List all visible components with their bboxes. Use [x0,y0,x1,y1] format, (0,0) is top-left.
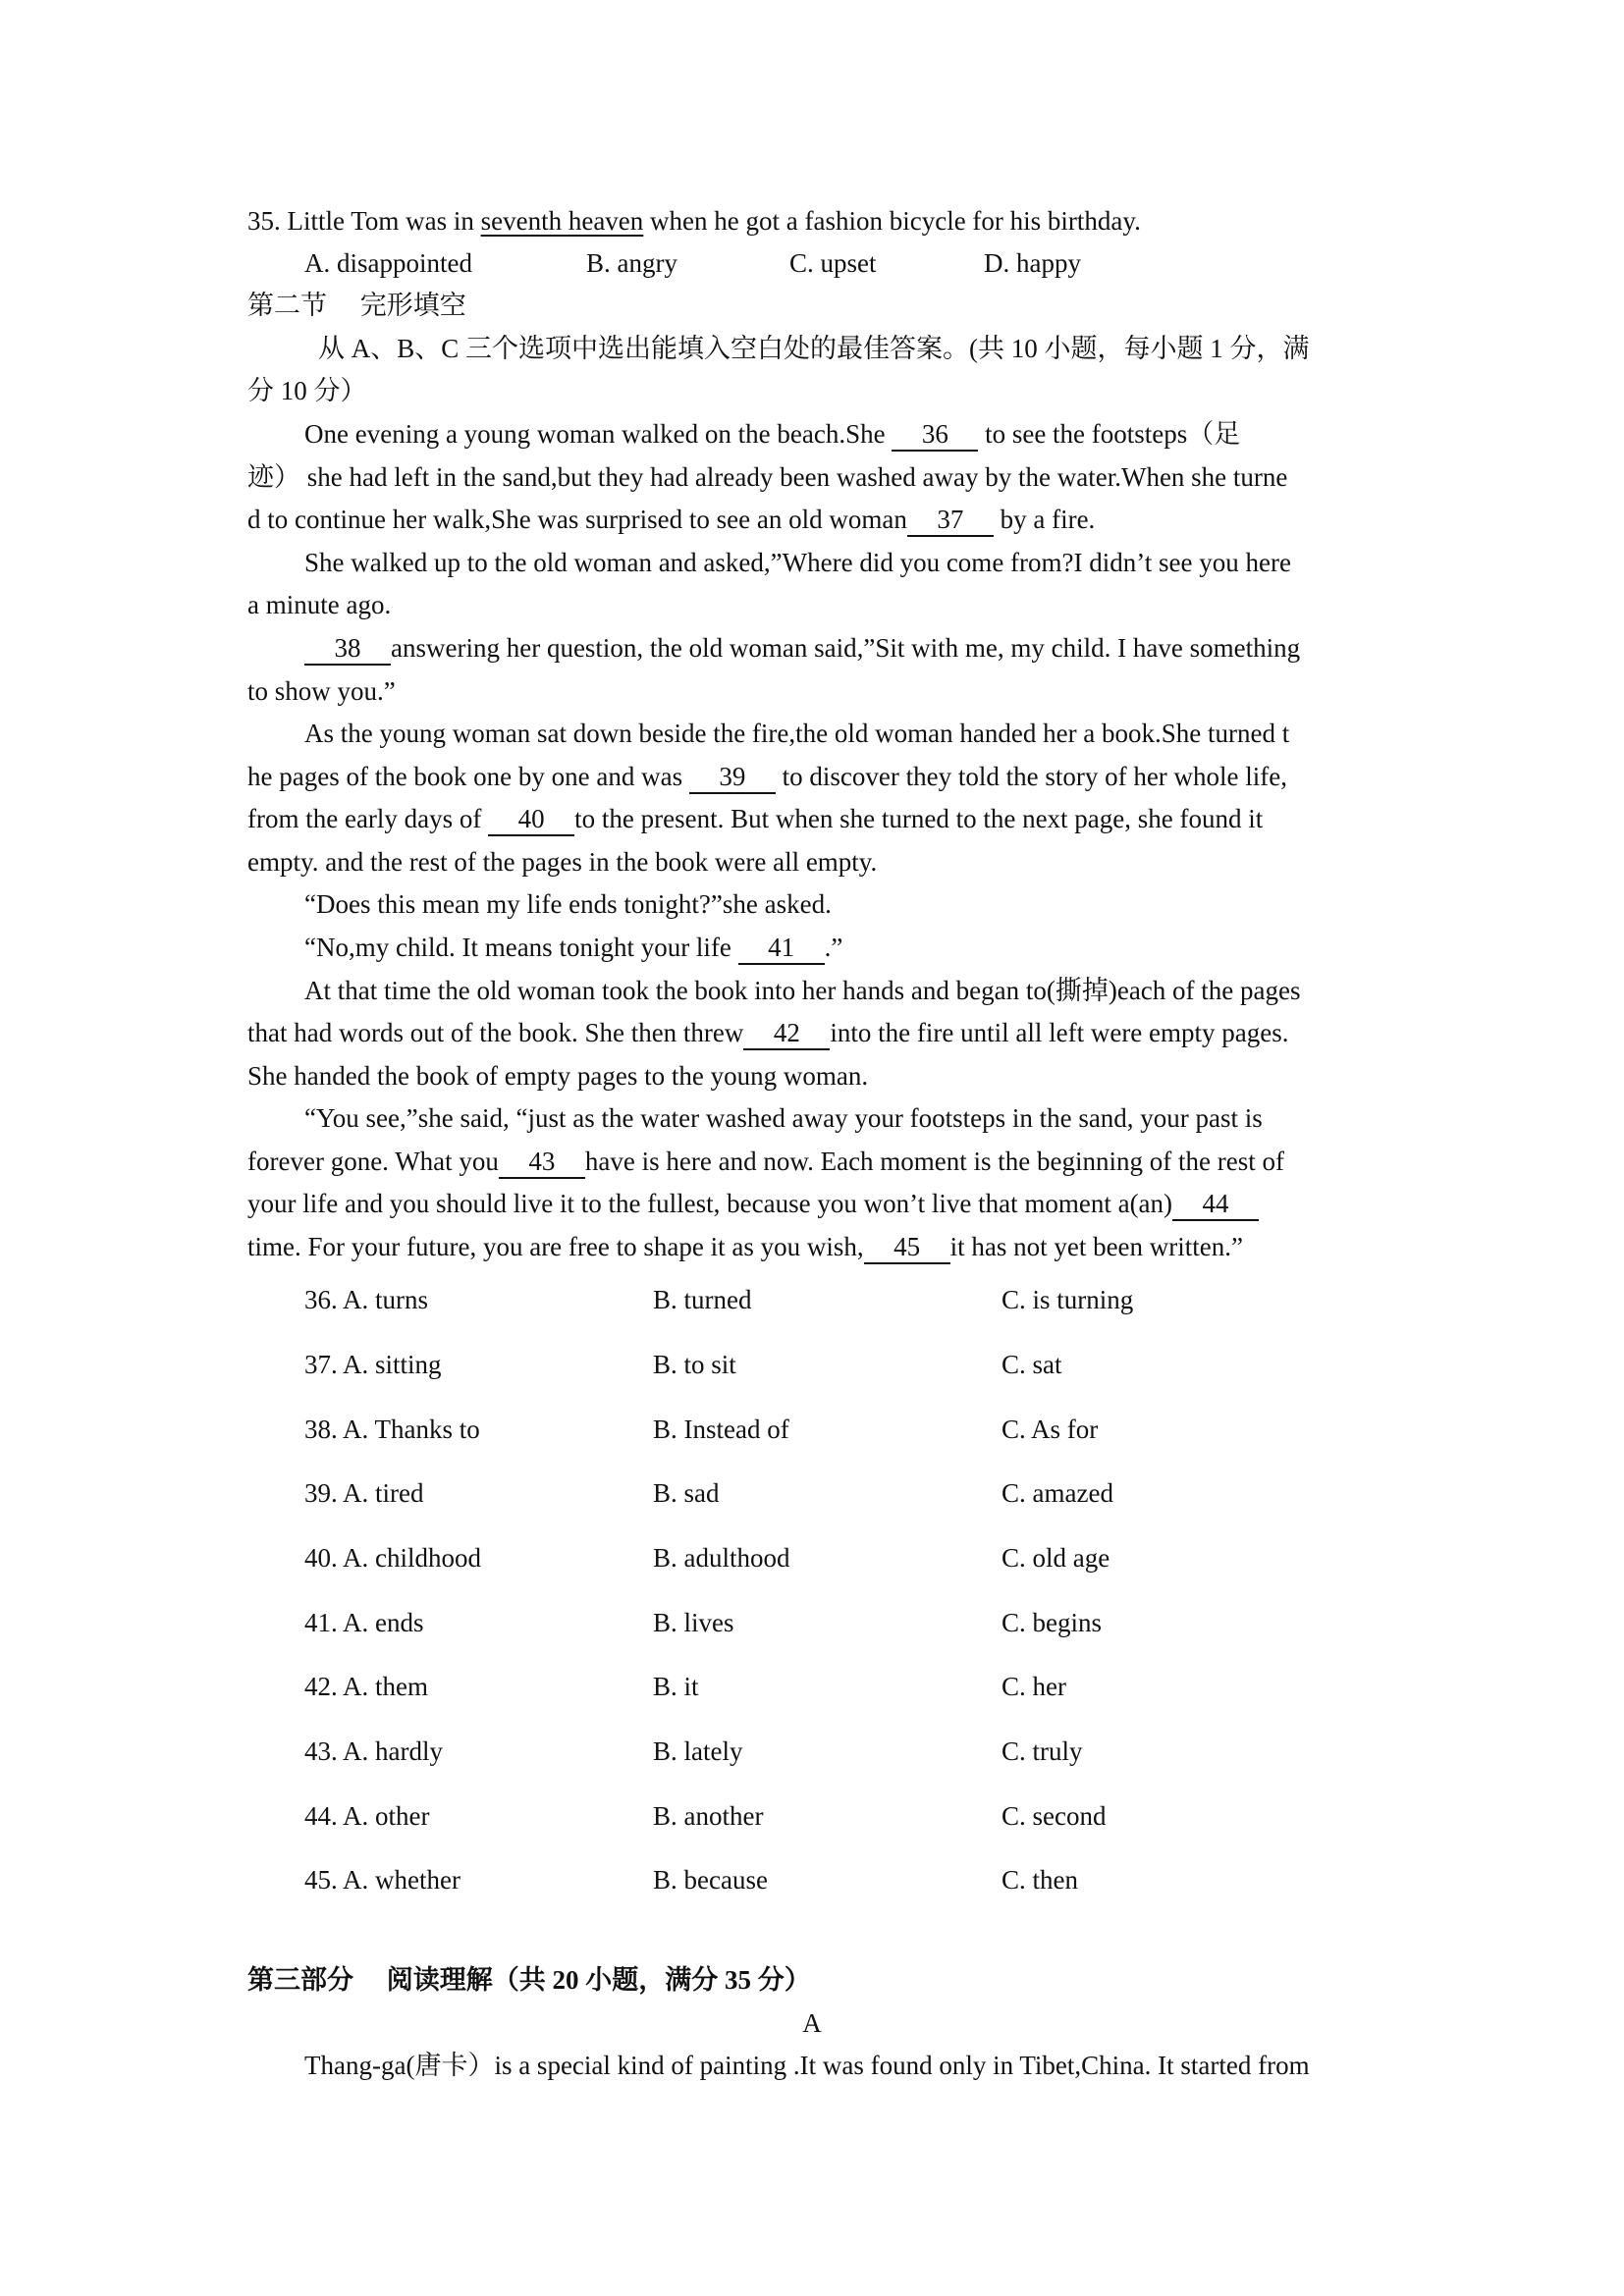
q35-options [304,243,1384,283]
q35-suffix: when he got a fashion bicycle for his birthday. [643,206,1141,236]
option-a: 39. A. tired [304,1478,424,1508]
option-a: 40. A. childhood [304,1543,481,1573]
option-b: B. because [653,1865,768,1895]
passage-line [247,1013,1386,1052]
blank-45: 45 [864,1231,950,1264]
option-a: 43. A. hardly [304,1736,443,1766]
passage-line [304,414,1443,454]
passage-line [304,928,1443,967]
blank-39: 39 [689,761,776,794]
question-35 [247,201,1386,240]
passage-text: by a fire. [993,505,1096,534]
blank-41: 41 [738,932,825,965]
passage-text: forever gone. What you [247,1147,499,1176]
section-3-title: 第三部分 阅读理解（共 20 小题，满分 35 分） [247,1965,811,1995]
option-b: B. another [653,1801,764,1831]
passage-text: to the present. But when she turned to the next page, she found it [574,804,1264,833]
passage-text: it has not yet been written.” [949,1232,1244,1261]
option-b: B. Instead of [653,1415,789,1444]
passage-line [247,1227,1386,1266]
options-row [304,1473,1384,1513]
passage-line [247,500,1386,539]
option-a: 42. A. them [304,1672,428,1701]
options-row [304,1410,1384,1449]
passage-text: into the fire until all left were empty pages. [830,1018,1289,1047]
q35-option-c: C. upset [789,248,877,278]
blank-42: 42 [743,1017,830,1050]
blank-44: 44 [1172,1188,1259,1221]
passage-text: d to continue her walk,She was surprised to see an old woman [247,505,907,534]
options-row [304,1280,1384,1319]
option-b: B. turned [653,1285,752,1314]
blank-38: 38 [304,632,391,666]
section-2-title: 第二节 完形填空 [247,291,466,320]
options-row [304,1860,1384,1899]
q35-option-b: B. angry [586,248,677,278]
option-b: B. it [653,1672,699,1701]
passage-text: that had words out of the book. She then threw [247,1018,744,1047]
blank-40: 40 [488,803,574,836]
blank-37: 37 [907,504,994,537]
passage-text: One evening a young woman walked on the beach.She [304,419,893,449]
option-a: 37. A. sitting [304,1350,442,1379]
option-c: C. her [1001,1672,1066,1701]
passage-text: “No,my child. It means tonight your life [304,933,738,962]
passage-text: he pages of the book one by one and was [247,762,689,791]
passage-text: have is here and now. Each moment is the beginning of the rest of [584,1147,1284,1176]
passage-line [247,757,1386,796]
option-c: C. sat [1001,1350,1062,1379]
q35-prefix: 35. Little Tom was in [247,206,481,236]
section-3-part-label: A [802,2008,822,2038]
passage-text: your life and you should live it to the fullest, because you won’t live that moment a(an) [247,1189,1173,1218]
blank-43: 43 [499,1146,585,1179]
passage-line: “Does this mean my life ends tonight?”she asked. [304,889,832,919]
option-b: B. to sit [653,1350,736,1379]
option-c: C. old age [1001,1543,1110,1573]
passage-line [247,1184,1386,1223]
option-a: 36. A. turns [304,1285,429,1314]
section-2-instruction-cont: 分 10 分） [247,376,367,405]
option-c: C. begins [1001,1608,1103,1637]
passage-text: to see the footsteps（足 [978,419,1241,449]
passage-text: from the early days of [247,804,489,833]
passage-line [247,1142,1386,1181]
options-row [304,1603,1384,1642]
option-c: C. truly [1001,1736,1083,1766]
option-c: C. amazed [1001,1478,1113,1508]
option-c: C. is turning [1001,1285,1134,1314]
passage-line [247,799,1386,838]
q35-option-d: D. happy [984,248,1081,278]
option-a: 38. A. Thanks to [304,1415,480,1444]
option-a: 45. A. whether [304,1865,460,1895]
options-row [304,1538,1384,1577]
passage-text: to discover they told the story of her whole life, [775,762,1288,791]
options-row [304,1796,1384,1836]
passage-line: empty. and the rest of the pages in the book were all empty. [247,847,878,877]
options-row [304,1345,1384,1384]
options-row [304,1732,1384,1771]
passage-line: At that time the old woman took the book into her hands and began to(撕掉)each of the pages [304,976,1301,1005]
passage-line: As the young woman sat down beside the fire,the old woman handed her a book.She turned t [304,719,1290,748]
option-a: 44. A. other [304,1801,430,1831]
passage-line: “You see,”she said, “just as the water washed away your footsteps in the sand, your past is [304,1103,1263,1133]
option-c: C. second [1001,1801,1107,1831]
q35-option-a: A. disappointed [304,248,472,278]
option-b: B. sad [653,1478,720,1508]
options-row [304,1667,1384,1706]
passage-line: She handed the book of empty pages to the young woman. [247,1061,869,1091]
passage-text: time. For your future, you are free to shape it as you wish, [247,1232,864,1261]
section-2-instruction: 从 A、B、C 三个选项中选出能填入空白处的最佳答案。(共 10 小题，每小题 1 分，满 [318,334,1310,363]
option-b: B. lately [653,1736,743,1766]
q35-underlined-phrase: seventh heaven [480,206,644,236]
option-b: B. lives [653,1608,734,1637]
passage-line: to show you.” [247,676,396,706]
option-a: 41. A. ends [304,1608,424,1637]
passage-text: .” [824,933,843,962]
passage-text: answering her question, the old woman said,”Sit with me, my child. I have something [391,633,1301,663]
passage-line [304,628,1443,667]
passage-line: 迹） she had left in the sand,but they had already been washed away by the water.When she turne [247,462,1288,492]
blank-36: 36 [892,418,978,452]
passage-line: She walked up to the old woman and asked,”Where did you come from?I didn’t see you here [304,548,1291,577]
passage-line: a minute ago. [247,590,392,619]
option-c: C. then [1001,1865,1078,1895]
option-c: C. As for [1001,1415,1099,1444]
option-b: B. adulthood [653,1543,790,1573]
section-3-text: Thang-ga(唐卡）is a special kind of painting .It was found only in Tibet,China. It started from [304,2051,1310,2080]
